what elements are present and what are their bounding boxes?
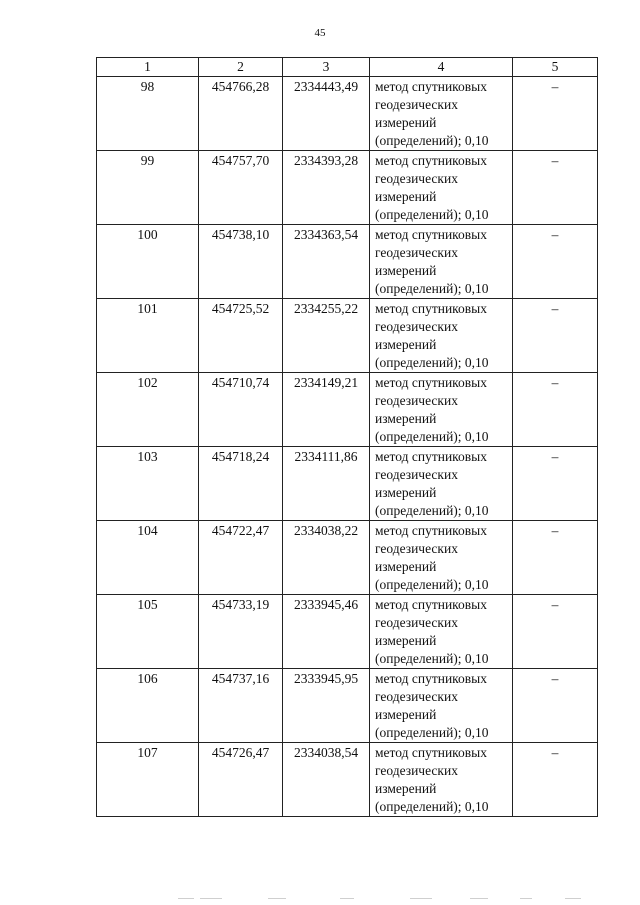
- method-cell: [370, 225, 513, 299]
- point-number-cell: 102: [97, 373, 199, 447]
- method-line: геодезических: [375, 97, 458, 112]
- y-coordinate-cell: 2333945,95: [283, 669, 370, 743]
- table-row: [97, 151, 598, 225]
- method-line: (определений); 0,10: [375, 429, 489, 444]
- point-number-cell: 99: [97, 151, 199, 225]
- table-row: [97, 521, 598, 595]
- table-row: [97, 447, 598, 521]
- method-line: измерений: [375, 707, 437, 722]
- x-coordinate-cell: 454738,10: [199, 225, 283, 299]
- y-coordinate-cell: 2333945,46: [283, 595, 370, 669]
- y-coordinate-cell: 2334393,28: [283, 151, 370, 225]
- method-cell: [370, 521, 513, 595]
- method-line: измерений: [375, 411, 437, 426]
- method-cell: [370, 77, 513, 151]
- method-line: (определений); 0,10: [375, 725, 489, 740]
- point-number-cell: 104: [97, 521, 199, 595]
- method-line: метод спутниковых: [375, 745, 487, 760]
- header-col-2: 2: [199, 58, 283, 77]
- method-line: (определений); 0,10: [375, 355, 489, 370]
- point-number-cell: 100: [97, 225, 199, 299]
- x-coordinate-cell: 454710,74: [199, 373, 283, 447]
- method-cell: [370, 595, 513, 669]
- method-line: (определений); 0,10: [375, 281, 489, 296]
- table-row: [97, 77, 598, 151]
- y-coordinate-cell: 2334038,54: [283, 743, 370, 817]
- table-row: [97, 595, 598, 669]
- column-5-cell: –: [513, 77, 598, 151]
- page-number: 45: [314, 27, 326, 39]
- y-coordinate-cell: 2334038,22: [283, 521, 370, 595]
- method-line: метод спутниковых: [375, 449, 487, 464]
- method-line: метод спутниковых: [375, 301, 487, 316]
- method-line: геодезических: [375, 171, 458, 186]
- header-col-5: 5: [513, 58, 598, 77]
- method-cell: [370, 743, 513, 817]
- table-row: [97, 373, 598, 447]
- method-line: (определений); 0,10: [375, 651, 489, 666]
- coordinates-table-container: [96, 57, 598, 817]
- method-line: измерений: [375, 559, 437, 574]
- point-number-cell: 105: [97, 595, 199, 669]
- method-line: метод спутниковых: [375, 153, 487, 168]
- method-line: измерений: [375, 633, 437, 648]
- coordinates-table: [96, 57, 598, 817]
- method-line: измерений: [375, 485, 437, 500]
- method-cell: [370, 151, 513, 225]
- column-5-cell: –: [513, 743, 598, 817]
- method-line: метод спутниковых: [375, 597, 487, 612]
- header-col-4: 4: [370, 58, 513, 77]
- header-row: [97, 58, 598, 77]
- method-line: метод спутниковых: [375, 227, 487, 242]
- point-number-cell: 98: [97, 77, 199, 151]
- method-line: геодезических: [375, 541, 458, 556]
- y-coordinate-cell: 2334363,54: [283, 225, 370, 299]
- scan-footer-marks: [0, 896, 640, 902]
- method-cell: [370, 669, 513, 743]
- method-line: (определений); 0,10: [375, 799, 489, 814]
- method-line: геодезических: [375, 319, 458, 334]
- method-line: (определений); 0,10: [375, 133, 489, 148]
- header-col-1: 1: [97, 58, 199, 77]
- table-row: [97, 743, 598, 817]
- method-line: (определений); 0,10: [375, 207, 489, 222]
- method-line: измерений: [375, 189, 437, 204]
- y-coordinate-cell: 2334255,22: [283, 299, 370, 373]
- table-row: [97, 225, 598, 299]
- point-number-cell: 101: [97, 299, 199, 373]
- method-line: (определений); 0,10: [375, 503, 489, 518]
- method-line: (определений); 0,10: [375, 577, 489, 592]
- column-5-cell: –: [513, 447, 598, 521]
- method-line: измерений: [375, 263, 437, 278]
- method-line: измерений: [375, 115, 437, 130]
- method-line: метод спутниковых: [375, 671, 487, 686]
- method-cell: [370, 373, 513, 447]
- table-row: [97, 669, 598, 743]
- method-line: геодезических: [375, 245, 458, 260]
- x-coordinate-cell: 454726,47: [199, 743, 283, 817]
- table-header: [97, 58, 598, 77]
- method-line: метод спутниковых: [375, 523, 487, 538]
- x-coordinate-cell: 454766,28: [199, 77, 283, 151]
- method-line: геодезических: [375, 689, 458, 704]
- x-coordinate-cell: 454737,16: [199, 669, 283, 743]
- method-line: геодезических: [375, 763, 458, 778]
- method-cell: [370, 299, 513, 373]
- y-coordinate-cell: 2334443,49: [283, 77, 370, 151]
- point-number-cell: 106: [97, 669, 199, 743]
- table-body: [97, 77, 598, 817]
- method-line: геодезических: [375, 615, 458, 630]
- table-row: [97, 299, 598, 373]
- x-coordinate-cell: 454718,24: [199, 447, 283, 521]
- method-line: метод спутниковых: [375, 79, 487, 94]
- column-5-cell: –: [513, 669, 598, 743]
- y-coordinate-cell: 2334111,86: [283, 447, 370, 521]
- point-number-cell: 107: [97, 743, 199, 817]
- column-5-cell: –: [513, 151, 598, 225]
- point-number-cell: 103: [97, 447, 199, 521]
- column-5-cell: –: [513, 595, 598, 669]
- method-line: геодезических: [375, 467, 458, 482]
- method-line: геодезических: [375, 393, 458, 408]
- method-line: измерений: [375, 781, 437, 796]
- x-coordinate-cell: 454733,19: [199, 595, 283, 669]
- method-cell: [370, 447, 513, 521]
- x-coordinate-cell: 454725,52: [199, 299, 283, 373]
- method-line: измерений: [375, 337, 437, 352]
- x-coordinate-cell: 454722,47: [199, 521, 283, 595]
- column-5-cell: –: [513, 225, 598, 299]
- header-col-3: 3: [283, 58, 370, 77]
- column-5-cell: –: [513, 521, 598, 595]
- column-5-cell: –: [513, 373, 598, 447]
- y-coordinate-cell: 2334149,21: [283, 373, 370, 447]
- method-line: метод спутниковых: [375, 375, 487, 390]
- column-5-cell: –: [513, 299, 598, 373]
- x-coordinate-cell: 454757,70: [199, 151, 283, 225]
